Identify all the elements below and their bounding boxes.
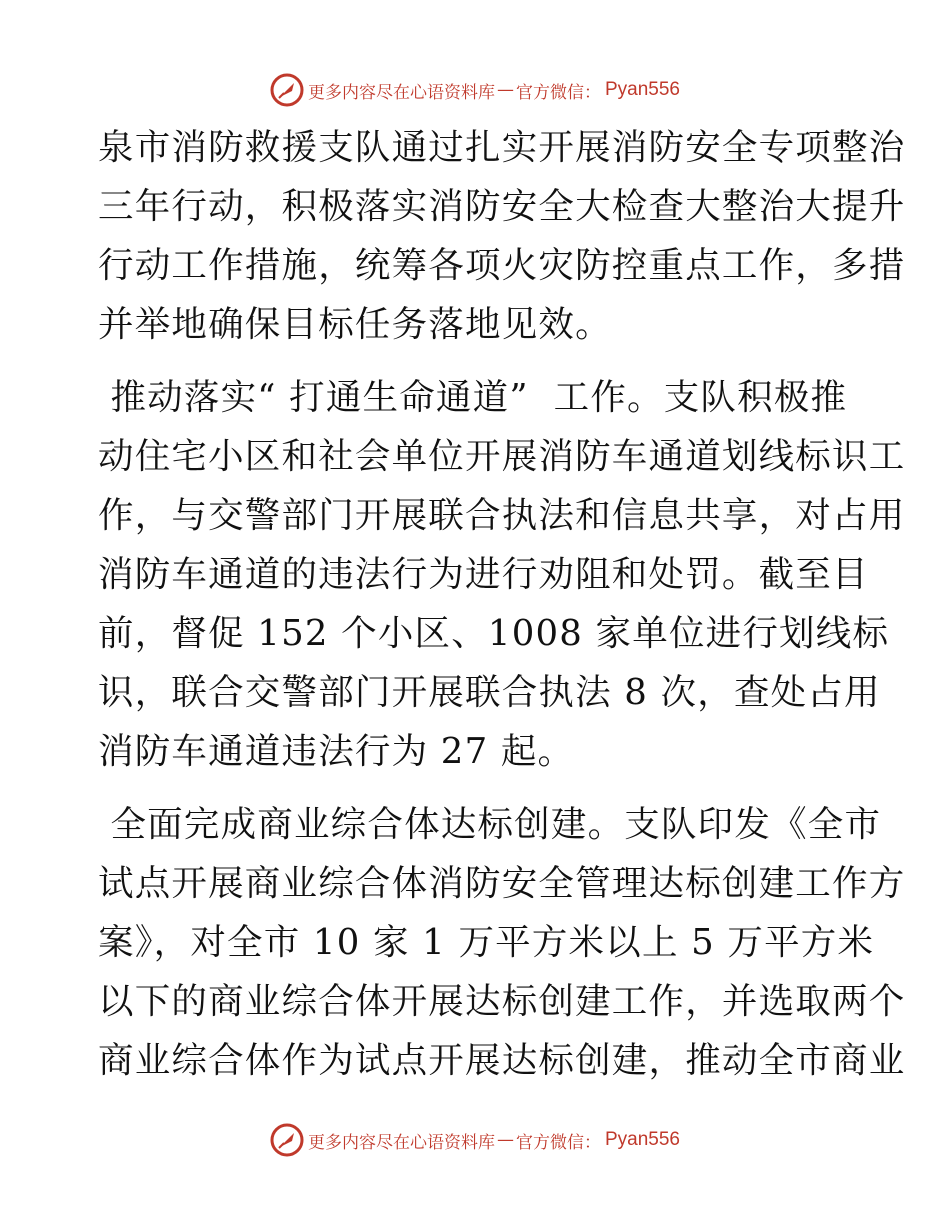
quill-logo-icon bbox=[270, 73, 304, 107]
paragraph-2 bbox=[98, 368, 906, 781]
banner-official-label: 官方微信： bbox=[515, 1132, 601, 1153]
banner-text: 更多内容尽在心语资料库 bbox=[307, 82, 495, 103]
text-line: 三年行动，积极落实消防安全大检查大整治大提升 bbox=[98, 186, 906, 227]
text-line: 消防车通道的违法行为进行劝阻和处罚。截至目 bbox=[98, 554, 869, 595]
footer-banner bbox=[0, 1120, 950, 1160]
text-line: 消防车通道违法行为 27 起。 bbox=[98, 731, 575, 772]
text-line: 以下的商业综合体开展达标创建工作，并选取两个 bbox=[98, 981, 906, 1022]
banner-official-label: 官方微信： bbox=[515, 82, 601, 103]
banner-dash: — bbox=[496, 1130, 514, 1150]
header-banner bbox=[0, 70, 950, 110]
text-line: 并举地确保目标任务落地见效。 bbox=[98, 304, 612, 345]
text-line: 案》，对全市 10 家 1 万平方米以上 5 万平方米 bbox=[98, 922, 875, 963]
banner-wechat-id: Pyan556 bbox=[604, 79, 680, 100]
document-body bbox=[98, 118, 906, 1090]
banner-dash: — bbox=[496, 80, 514, 100]
text-line: 商业综合体作为试点开展达标创建，推动全市商业 bbox=[98, 1040, 906, 1081]
text-line: 识，联合交警部门开展联合执法 8 次，查处占用 bbox=[98, 672, 881, 713]
text-line: 行动工作措施，统筹各项火灾防控重点工作，多措 bbox=[98, 245, 906, 286]
paragraph-3 bbox=[98, 795, 906, 1090]
text-line: 全面完成商业综合体达标创建。支队印发《全市 bbox=[98, 804, 882, 845]
text-line: 动住宅小区和社会单位开展消防车通道划线标识工 bbox=[98, 436, 906, 477]
banner-text: 更多内容尽在心语资料库 bbox=[307, 1132, 495, 1153]
text-line: 试点开展商业综合体消防安全管理达标创建工作方 bbox=[98, 863, 906, 904]
quill-logo-icon bbox=[270, 1123, 304, 1157]
text-line: 前，督促 152 个小区、1008 家单位进行划线标 bbox=[98, 613, 890, 654]
text-line: 推动落实“ 打通生命通道” 工作。支队积极推 bbox=[98, 377, 848, 418]
paragraph-1 bbox=[98, 118, 906, 354]
text-line: 作，与交警部门开展联合执法和信息共享，对占用 bbox=[98, 495, 906, 536]
text-line: 泉市消防救援支队通过扎实开展消防安全专项整治 bbox=[98, 127, 906, 168]
banner-wechat-id: Pyan556 bbox=[604, 1129, 680, 1150]
